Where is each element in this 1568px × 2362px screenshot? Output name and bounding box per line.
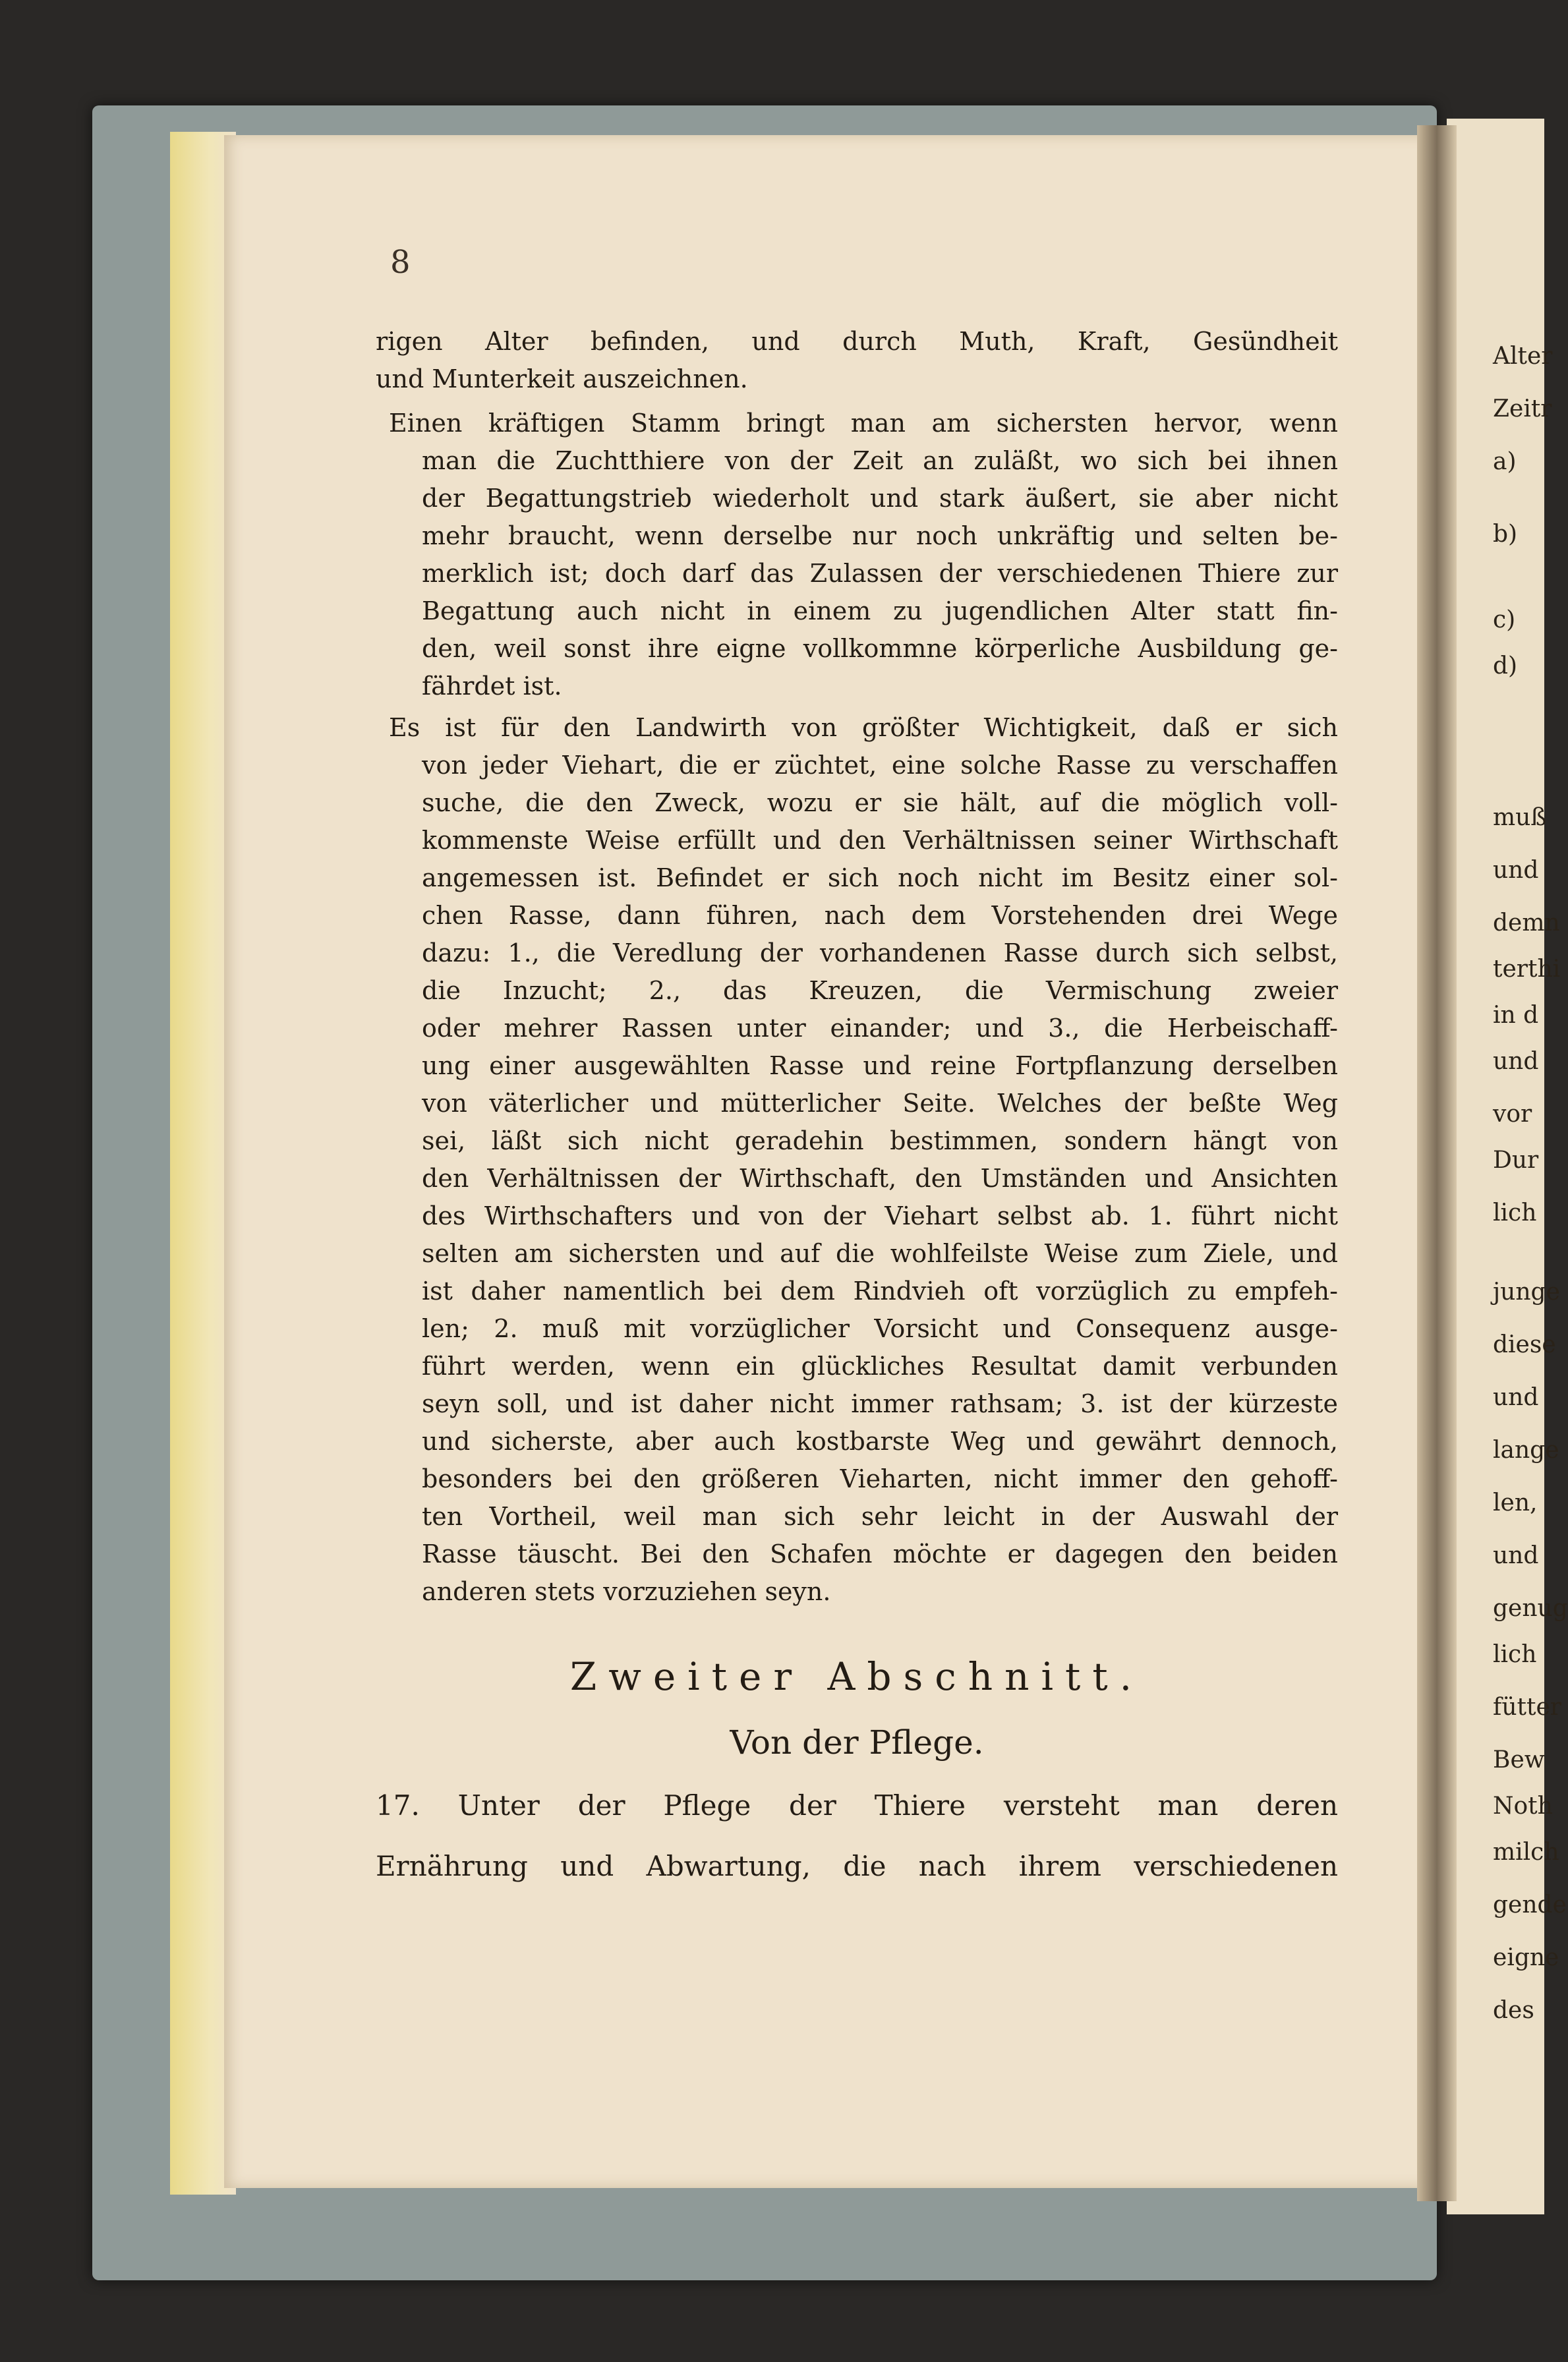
next-page-fragment: lange	[1493, 1437, 1559, 1464]
block2-line: merklich ist; doch darf das Zulassen der verschiedenen Thiere zur	[422, 559, 1338, 588]
next-page-fragment: und	[1493, 1384, 1539, 1411]
paragraph-17-line: Ernährung und Abwartung, die nach ihrem verschiedenen	[376, 1850, 1338, 1882]
next-page-fragment: diese	[1493, 1331, 1556, 1358]
next-page-fragment: vor	[1493, 1101, 1532, 1128]
paragraph-17-line: 17. Unter der Pflege der Thiere versteht man deren	[376, 1789, 1338, 1822]
next-page-fragment: d)	[1493, 652, 1518, 679]
block3-line: und sicherste, aber auch kostbarste Weg und gewährt dennoch,	[422, 1427, 1338, 1456]
next-page-fragment: in d	[1493, 1002, 1539, 1029]
text-body	[376, 323, 1338, 1890]
block3-line: besonders bei den größeren Vieharten, nicht immer den gehoff-	[422, 1464, 1338, 1493]
block2-line: der Begattungstrieb wiederholt und stark äußert, sie aber nicht	[422, 484, 1338, 513]
next-page-fragment: und	[1493, 1542, 1539, 1569]
block3-line: sei, läßt sich nicht geradehin bestimmen, sondern hängt von	[422, 1126, 1338, 1155]
block3-line: seyn soll, und ist daher nicht immer rathsam; 3. ist der kürzeste	[422, 1389, 1338, 1418]
next-page-fragment: Zeitr	[1493, 395, 1552, 422]
next-page-fragment: fütter	[1493, 1694, 1561, 1721]
next-page-fragment: Bew	[1493, 1746, 1545, 1773]
block1-line: und Munterkeit auszeichnen.	[376, 364, 748, 393]
block3-line: ten Vortheil, weil man sich sehr leicht in der Auswahl der	[422, 1502, 1338, 1531]
next-page-fragment: Dur	[1493, 1147, 1539, 1174]
next-page-fragment: lich	[1493, 1199, 1537, 1226]
block3-line: Es ist für den Landwirth von größter Wichtigkeit, daß er sich	[389, 713, 1338, 742]
next-page-fragment: a)	[1493, 448, 1517, 475]
block1-line: rigen Alter befinden, und durch Muth, Kraft, Gesündheit	[376, 327, 1338, 356]
next-page-fragment: gende	[1493, 1891, 1567, 1918]
block3-line: den Verhältnissen der Wirthschaft, den Umständen und Ansichten	[422, 1164, 1338, 1193]
block3-line: angemessen ist. Befindet er sich noch nicht im Besitz einer sol-	[422, 863, 1338, 892]
next-page-fragment: demn	[1493, 909, 1560, 936]
next-page-fragment: genug	[1493, 1595, 1568, 1622]
block3-line: len; 2. muß mit vorzüglicher Vorsicht und Consequenz ausge-	[422, 1314, 1338, 1343]
block3-line: oder mehrer Rassen unter einander; und 3., die Herbeischaff-	[422, 1014, 1338, 1043]
next-page-fragment: lich	[1493, 1641, 1537, 1668]
next-page-fragment: eigne	[1493, 1944, 1559, 1971]
block2-line: den, weil sonst ihre eigne vollkommne körperliche Ausbildung ge-	[422, 634, 1338, 663]
next-page-fragment: milch	[1493, 1839, 1559, 1866]
block3-line: selten am sichersten und auf die wohlfeilste Weise zum Ziele, und	[422, 1239, 1338, 1268]
section-heading: Zweiter Abschnitt.	[569, 1654, 1144, 1699]
block3-line: ung einer ausgewählten Rasse und reine Fortpflanzung derselben	[422, 1051, 1338, 1080]
block2-line: fährdet ist.	[422, 672, 562, 701]
block3-line: von väterlicher und mütterlicher Seite. Welches der beßte Weg	[422, 1089, 1338, 1118]
next-page-fragment: und	[1493, 857, 1539, 884]
block3-line: des Wirthschafters und von der Viehart selbst ab. 1. führt nicht	[422, 1201, 1338, 1230]
block3-line: Rasse täuscht. Bei den Schafen möchte er dagegen den beiden	[422, 1540, 1338, 1569]
block3-line: chen Rasse, dann führen, nach dem Vorstehenden drei Wege	[422, 901, 1338, 930]
block3-line: von jeder Viehart, die er züchtet, eine solche Rasse zu verschaffen	[422, 751, 1338, 780]
next-page-fragment: Alter	[1493, 343, 1553, 370]
next-page-fragment: junge	[1493, 1279, 1560, 1306]
block3-line: dazu: 1., die Veredlung der vorhandenen Rasse durch sich selbst,	[422, 938, 1338, 967]
next-page-fragment: Noth	[1493, 1793, 1553, 1820]
section-subheading: Von der Pflege.	[730, 1723, 984, 1762]
next-page-fragment: b)	[1493, 521, 1518, 548]
next-page-fragment: und	[1493, 1048, 1539, 1075]
page-number: 8	[390, 244, 411, 281]
block3-line: ist daher namentlich bei dem Rindvieh oft vorzüglich zu empfeh-	[422, 1277, 1338, 1306]
block3-line: führt werden, wenn ein glückliches Resultat damit verbunden	[422, 1352, 1338, 1381]
block3-line: die Inzucht; 2., das Kreuzen, die Vermischung zweier	[422, 976, 1338, 1005]
right-page-fragment	[1447, 119, 1568, 2214]
next-page-fragment: len,	[1493, 1489, 1538, 1516]
next-page-fragment: c)	[1493, 606, 1516, 633]
block2-line: Begattung auch nicht in einem zu jugendlichen Alter statt fin-	[422, 596, 1338, 625]
block3-line: anderen stets vorzuziehen seyn.	[422, 1577, 831, 1606]
next-page-fragment: des	[1493, 1997, 1534, 2024]
block3-line: suche, die den Zweck, wozu er sie hält, auf die möglich voll-	[422, 788, 1338, 817]
next-page-fragment: terthi	[1493, 956, 1561, 983]
block2-line: mehr braucht, wenn derselbe nur noch unkräftig und selten be-	[422, 521, 1338, 550]
block3-line: kommenste Weise erfüllt und den Verhältnissen seiner Wirthschaft	[422, 826, 1338, 855]
block2-line: Einen kräftigen Stamm bringt man am sichersten hervor, wenn	[389, 409, 1338, 438]
book-gutter	[1417, 125, 1457, 2201]
next-page-fragment: muß	[1493, 804, 1547, 831]
block2-line: man die Zuchtthiere von der Zeit an zuläßt, wo sich bei ihnen	[422, 446, 1338, 475]
